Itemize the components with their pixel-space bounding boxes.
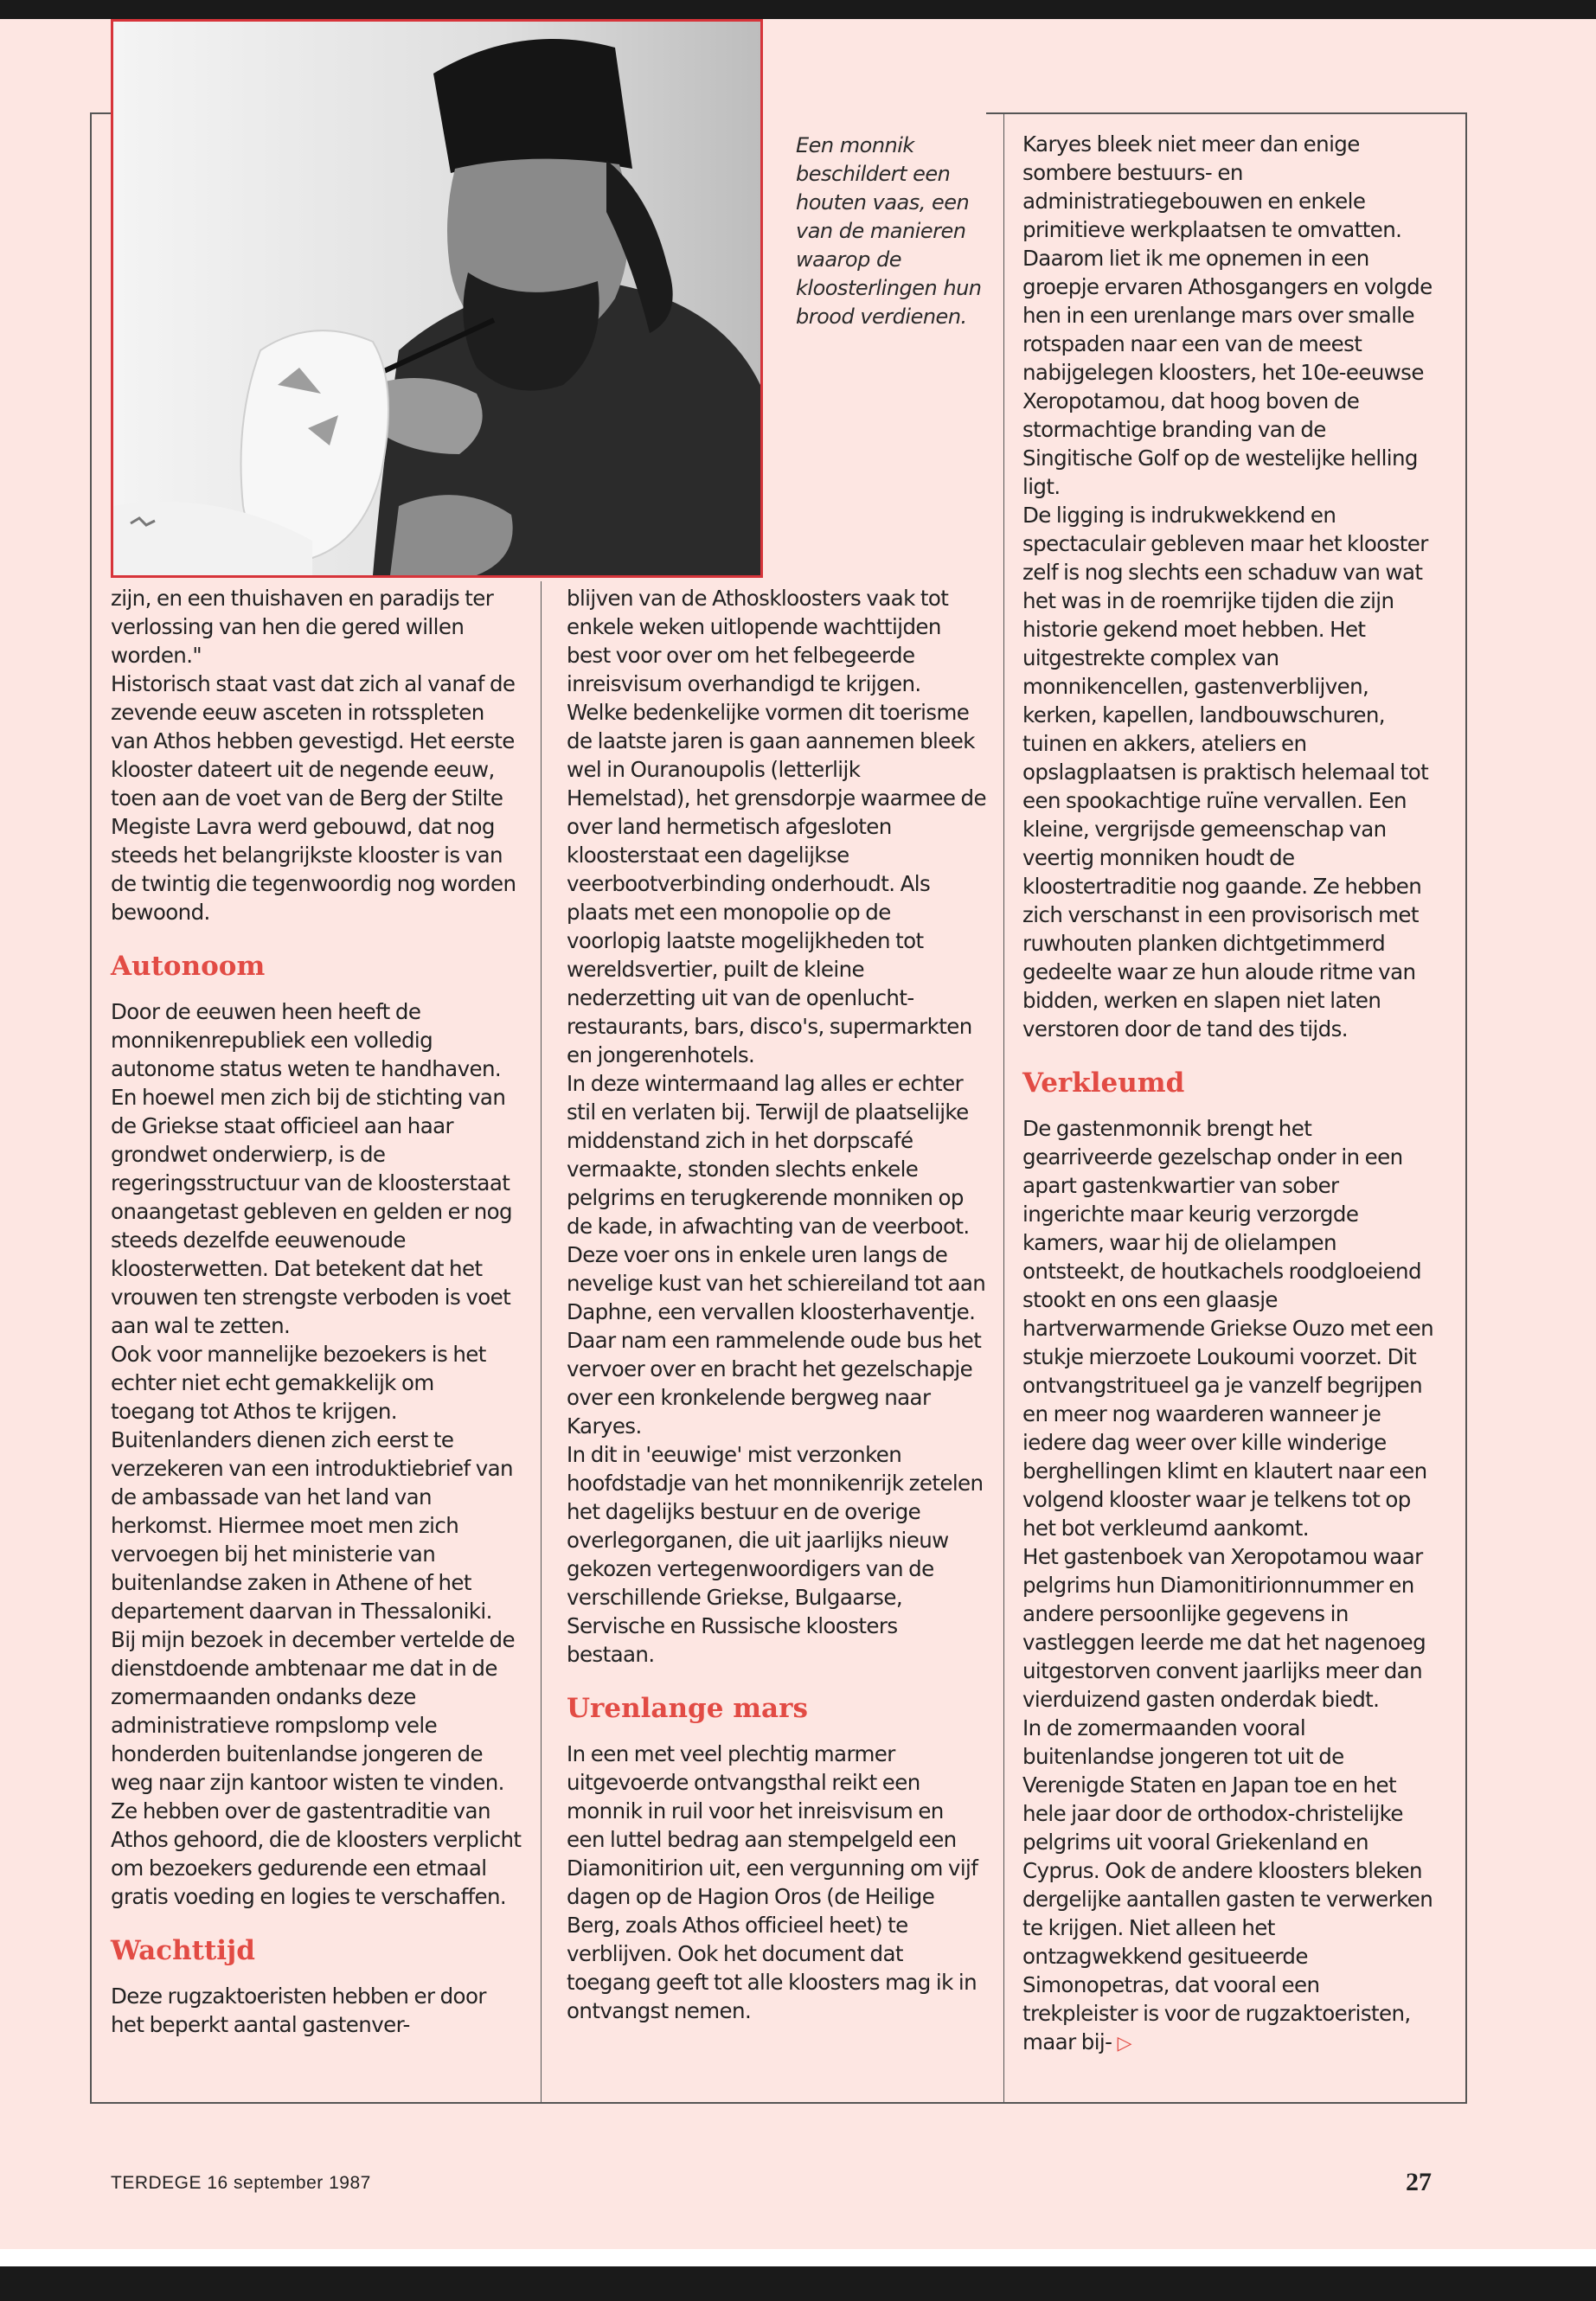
heading-verkleumd: Verkleumd	[1022, 1067, 1185, 1099]
col3-paragraph-5-text: In de zomermaanden vooral buitenlandse jongeren tot uit de Verenigde Staten en Japan toe en het hele jaar door de orthodox-christelijke pelgrims uit vooral Griekenland en Cyprus. Ook de andere kloosters bleken dergelijke aantallen gasten te verwerken te krijgen. Niet alleen het ontzagwekkend gesitueerde Simonopetras, dat vooral een trekpleister is voor de rugzaktoeristen, maar bij-	[1022, 1715, 1433, 2054]
scan-edge-bottom	[0, 2266, 1596, 2301]
col2-paragraph-3: In deze wintermaand lag alles er echter stil en verlaten bij. Terwijl de plaatselijke middenstand zich in het dorpscafé vermaakte, stonden slechts enkele pelgrims en terugkerende monniken op de kade, in afwachting van de veerboot.	[567, 1071, 970, 1239]
scan-edge-top	[0, 0, 1596, 19]
col2-paragraph-1: blijven van de Athoskloosters vaak tot enkele weken uitlopende wachttijden best voor over om het felbegeerde inreisvisum overhandigd te krijgen.	[567, 586, 949, 696]
column-3	[1022, 130, 1438, 2058]
page-number: 27	[1406, 2168, 1432, 2196]
col3-paragraph-4: Het gastenboek van Xeropotamou waar pelgrims hun Diamonitirionnummer en andere persoonlijke gegevens in vastleggen leerde me dat het nagenoeg uitgestorven convent jaarlijks meer dan vierduizend gasten onderdak biedt.	[1022, 1544, 1426, 1712]
photo-caption: Een monnik beschildert een houten vaas, een van de manieren waarop de kloosterlingen hun brood verdienen.	[796, 133, 982, 329]
col1-paragraph-1: zijn, en een thuishaven en paradijs ter verlossing van hen die gered willen worden."	[111, 586, 494, 668]
frame-line-top-right	[986, 112, 1466, 114]
monk-photo	[111, 19, 763, 578]
column-divider-1	[541, 581, 542, 2104]
frame-line-top	[90, 112, 111, 114]
frame-line-left	[90, 112, 92, 2102]
col3-paragraph-2: De ligging is indrukwekkend en spectaculair gebleven maar het klooster zelf is nog slechts een schaduw van wat het was in de roemrijke tijden die zijn historie gekend moet hebben. Het uitgestrekte complex van monnikencellen, gastenverblijven, kerken, kapellen, landbouwschuren, tuinen en akkers, ateliers en opslagplaatsen is praktisch helemaal tot een spookachtige ruïne vervallen. Een kleine, vergrijsde gemeenschap van veertig monniken houdt de kloostertraditie nog gaande. Ze hebben zich verschanst in een provisorisch met ruwhouten planken dichtgetimmerd gedeelte waar ze hun aloude ritme van bidden, werken en slapen niet laten verstoren door de tand des tijds.	[1022, 503, 1429, 1042]
col3-paragraph-1: Karyes bleek niet meer dan enige sombere bestuurs- en administratiegebouwen en enkele primitieve werkplaatsen te omvatten. Daarom liet ik me opnemen in een groepje ervaren Athosgangers en volgde hen in een urenlange mars over smalle rotspaden naar een van de meest nabijgelegen kloosters, het 10e-eeuwse Xeropotamou, dat hoog boven de stormachtige branding van de Singitische Golf op de westelijke helling ligt.	[1022, 131, 1433, 499]
col1-paragraph-5: Deze rugzaktoeristen hebben er door het beperkt aantal gastenver-	[111, 1984, 486, 2037]
heading-urenlange-mars: Urenlange mars	[567, 1693, 808, 1724]
column-1	[111, 584, 522, 2039]
continue-arrow-icon: ▷	[1117, 2033, 1131, 2054]
column-divider-2	[1003, 112, 1004, 2102]
col2-paragraph-4: Deze voer ons in enkele uren langs de nevelige kust van het schiereiland tot aan Daphne, een vervallen kloosterhaventje. Daar nam een rammelende oude bus het vervoer over en bracht het gezelschapje over een kronkelende bergweg naar Karyes.	[567, 1242, 986, 1439]
column-2	[567, 584, 986, 2025]
monk-painting-vase-image	[113, 22, 760, 575]
col1-paragraph-3: Door de eeuwen heen heeft de monnikenrepubliek een volledig autonome status weten te handhaven. En hoewel men zich bij de stichting van de Griekse staat officieel aan haar grondwet onderwierp, is de regeringsstructuur van de kloosterstaat onaangetast gebleven en gelden er nog steeds dezelfde eeuwenoude kloosterwetten. Dat betekent dat het vrouwen ten strengste verboden is voet aan wal te zetten.	[111, 999, 512, 1338]
col3-paragraph-5	[1022, 1714, 1438, 2058]
col1-paragraph-4: Ook voor mannelijke bezoekers is het echter niet echt gemakkelijk om toegang tot Athos te krijgen. Buitenlanders dienen zich eerst te verzekeren van een introduktiebrief van de ambassade van het land van herkomst. Hiermee moet men zich vervoegen bij het ministerie van buitenlandse zaken in Athene of het departement daarvan in Thessaloniki. Bij mijn bezoek in december vertelde de dienstdoende ambtenaar me dat in de zomermaanden ondanks deze administratieve rompslomp vele honderden buitenlandse jongeren de weg naar zijn kantoor wisten te vinden. Ze hebben over de gastentraditie van Athos gehoord, die de kloosters verplicht om bezoekers gedurende een etmaal gratis voeding en logies te verschaffen.	[111, 1342, 522, 1909]
heading-wachttijd: Wachttijd	[111, 1935, 255, 1966]
frame-line-right	[1465, 112, 1467, 2102]
footer-publication: TERDEGE 16 september 1987	[111, 2173, 371, 2193]
col1-paragraph-2: Historisch staat vast dat zich al vanaf de zevende eeuw asceten in rotsspleten van Athos hebben gevestigd. Het eerste klooster dateert uit de negende eeuw, toen aan de voet van de Berg der Stilte Megiste Lavra werd gebouwd, dat nog steeds het belangrijkste klooster is van de twintig die tegenwoordig nog worden bewoond.	[111, 671, 516, 925]
heading-autonoom: Autonoom	[111, 951, 266, 982]
col2-paragraph-6: In een met veel plechtig marmer uitgevoerde ontvangsthal reikt een monnik in ruil voor het inreisvisum en een luttel bedrag aan stempelgeld een Diamonitirion uit, een vergunning om vijf dagen op de Hagion Oros (de Heilige Berg, zoals Athos officieel heet) te verblijven. Ook het document dat toegang geeft tot alle kloosters mag ik in ontvangst nemen.	[567, 1741, 978, 2023]
col3-paragraph-3: De gastenmonnik brengt het gearriveerde gezelschap onder in een apart gastenkwartier van sober ingerichte maar keurig verzorgde kamers, waar hij de olielampen ontsteekt, de houtkachels roodgloeiend stookt en ons een glaasje hartverwarmende Griekse Ouzo met een stukje mierzoete Loukoumi voorzet. Dit ontvangstritueel ga je vanzelf begrijpen en meer nog waarderen wanneer je iedere dag weer over kille winderige berghellingen klimt en klautert naar een volgend klooster waar je telkens tot op het bot verkleumd aankomt.	[1022, 1116, 1434, 1541]
frame-line-bottom	[90, 2102, 1467, 2104]
col2-paragraph-2: Welke bedenkelijke vormen dit toerisme de laatste jaren is gaan aannemen bleek wel in Ouranoupolis (letterlijk Hemelstad), het grensdorpje waarmee de over land hermetisch afgesloten kloosterstaat een dagelijkse veerbootverbinding onderhoudt. Als plaats met een monopolie op de voorlopig laatste mogelijkheden tot wereldsvertier, puilt de kleine nederzetting uit van de openlucht-restaurants, bars, disco's, supermarkten en jongerenhotels.	[567, 700, 986, 1067]
col2-paragraph-5: In dit in 'eeuwige' mist verzonken hoofdstadje van het monnikenrijk zetelen het dagelijks bestuur en de overige overlegorganen, die uit jaarlijks nieuw gekozen vertegenwoordigers van de verschillende Griekse, Bulgaarse, Servische en Russische kloosters bestaan.	[567, 1442, 984, 1667]
